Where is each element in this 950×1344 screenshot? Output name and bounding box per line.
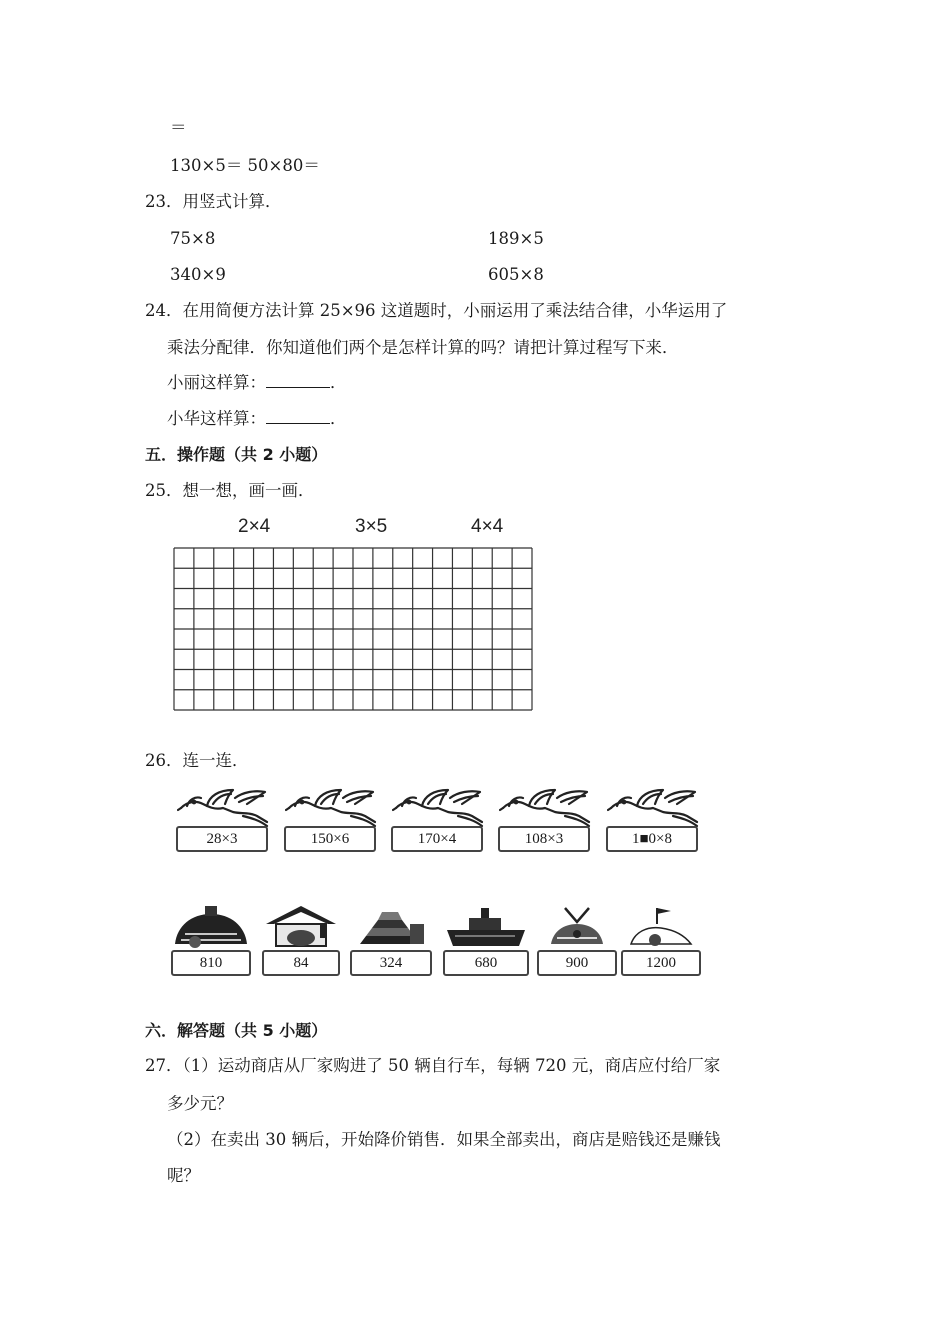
dove-expression-label: 150×6 [310, 830, 350, 847]
building-value-label: 324 [379, 954, 403, 971]
grid-label-2: 3×5 [355, 516, 388, 537]
calc-row: 130×5＝ 50×80＝ [170, 156, 320, 175]
building-value-label: 1200 [646, 954, 676, 971]
dove-expression-label: 28×3 [206, 830, 238, 847]
tent-icon [537, 904, 617, 952]
building-value-box[interactable] [537, 950, 617, 976]
dove-expression-box[interactable] [391, 826, 483, 852]
question-24-line2: 乘法分配律．你知道他们两个是怎样计算的吗？请把计算过程写下来． [167, 338, 679, 357]
building-value-box[interactable] [171, 950, 251, 976]
xiaoli-period: ． [330, 373, 347, 392]
igloo-flag-icon [621, 904, 701, 952]
question-26: 26．连一连． [145, 751, 249, 770]
grid-label-3: 4×4 [471, 516, 504, 537]
building-value-box[interactable] [443, 950, 529, 976]
section-5-heading: 五．操作题（共 2 小题） [145, 445, 328, 464]
question-23: 23．用竖式计算． [145, 192, 282, 211]
question-24-line1: 24．在用简便方法计算 25×96 这道题时，小丽运用了乘法结合律，小华运用了 [145, 301, 728, 320]
round-hut-icon [171, 904, 251, 952]
dove-expression-label: 170×4 [417, 830, 457, 847]
question-25: 25．想一想，画一画． [145, 481, 315, 500]
dove-expression-label: 108×3 [524, 830, 564, 847]
building-value-box[interactable] [350, 950, 432, 976]
dove-expression-box[interactable] [498, 826, 590, 852]
building-value-box[interactable] [621, 950, 701, 976]
xiaohua-answer-row [167, 409, 347, 429]
building-value-label: 84 [293, 954, 309, 971]
xiaoli-label: 小丽这样算： [167, 373, 266, 392]
q23-item-a: 75×8 [170, 229, 216, 248]
xiaoli-answer-blank[interactable] [266, 373, 330, 388]
xiaoli-answer-row [167, 373, 347, 393]
section-6-heading: 六．解答题（共 5 小题） [145, 1021, 328, 1040]
question-27-line1: 27．（1）运动商店从厂家购进了 50 辆自行车，每辆 720 元，商店应付给厂家 [145, 1056, 721, 1075]
question-27-line3: （2）在卖出 30 辆后，开始降价销售．如果全部卖出，商店是赔钱还是赚钱 [167, 1130, 721, 1149]
building-value-label: 810 [199, 954, 223, 971]
pagoda-icon [350, 904, 432, 952]
building-value-box[interactable] [262, 950, 340, 976]
xiaohua-period: ． [330, 409, 347, 428]
dove-expression-box[interactable] [176, 826, 268, 852]
xiaohua-label: 小华这样算： [167, 409, 266, 428]
q23-item-c: 340×9 [170, 265, 226, 284]
dove-expression-box[interactable] [606, 826, 698, 852]
building-value-label: 680 [474, 954, 498, 971]
question-27-line2: 多少元？ [167, 1094, 233, 1113]
xiaohua-answer-blank[interactable] [266, 409, 330, 424]
ship-icon [443, 904, 529, 952]
house-icon [262, 904, 340, 952]
dove-expression-box[interactable] [284, 826, 376, 852]
grid-label-1: 2×4 [238, 516, 271, 537]
drawing-grid[interactable] [172, 546, 534, 712]
q23-item-b: 189×5 [488, 229, 544, 248]
building-value-label: 900 [565, 954, 589, 971]
dove-expression-label: 1■0×8 [631, 830, 673, 847]
question-27-line4: 呢？ [167, 1166, 200, 1185]
q23-item-d: 605×8 [488, 265, 544, 284]
equals-continuation: ＝ [170, 118, 187, 137]
